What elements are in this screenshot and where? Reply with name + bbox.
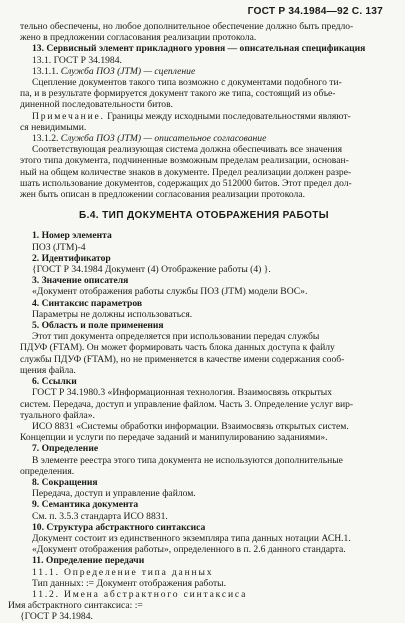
clause-title: Служба ПОЗ (JTM) — описательное согласование [60, 133, 267, 145]
subclause-11-1: 11.1. Определение типа данных [32, 566, 214, 578]
item-heading: 11. Определение передачи [32, 555, 145, 567]
item-heading: 4. Синтаксис параметров [32, 297, 143, 309]
text-line: па, и в результате формируется документ такого же типа, состоящий из объе- [20, 88, 336, 100]
text-line: В элементе реестра этого типа документа не используются дополнительные [32, 454, 343, 466]
item-heading: 10. Структура абстрактного синтаксиса [32, 521, 206, 533]
section-title-b4: Б.4. ТИП ДОКУМЕНТА ОТОБРАЖЕНИЯ РАБОТЫ [79, 210, 329, 222]
clause-number: 13.1.1. [32, 65, 61, 77]
text-line: Тип данных: := Документ отображения работы. [32, 577, 227, 589]
note-text: Границы между исходными последовательностями являют- [104, 110, 351, 122]
section-heading-13: 13. Сервисный элемент прикладного уровня — описательная спецификация [32, 43, 366, 55]
text-line: шать использование документов, содержащих до 512000 битов. Этот предел дол- [20, 177, 352, 189]
item-value: Передача, доступ и управление файлом. [32, 488, 196, 500]
item-heading: 1. Номер элемента [32, 230, 112, 242]
item-heading: 8. Сокращения [32, 476, 98, 488]
note-label: Примечание. [32, 110, 105, 122]
text-line: щения файла. [20, 364, 76, 376]
clause-number: 13.1.2. [32, 133, 61, 145]
item-heading: 2. Идентификатор [32, 252, 111, 264]
text-line: Этот тип документа определяется при использовании передач службы [32, 331, 320, 343]
text-line: «Документ отображения работы», определенного в п. 2.6 данного стандарта. [32, 544, 346, 556]
subclause-11-2: 11.2. Имена абстрактного синтаксиса [32, 588, 248, 600]
text-line: Сцепление документов такого типа возможно с документами подобного ти- [32, 77, 342, 89]
text-line: {ГОСТ Р 34.1984. [20, 611, 93, 623]
text-line: Соответствующая реализующая система должна обеспечивать все значения [32, 144, 343, 156]
clause-13-1: 13.1. ГОСТ Р 34.1984. [32, 54, 122, 66]
clause-13-1-2 [20, 133, 388, 144]
item-heading: 6. Ссылки [32, 376, 77, 388]
text-line: Документ состоит из единственного экземпляра типа данных нотации АСН.1. [32, 532, 351, 544]
text-line: тельно обеспечены, но любое дополнительное обеспечение должно быть предло- [20, 21, 354, 32]
text-line: ся невидимыми. [20, 121, 87, 133]
text-line: ПДУФ (FTAM). Он может формировать часть блока данных доступа к файлу [20, 342, 335, 354]
text-line: ИСО 8831 «Системы обработки информации. Взаимосвязь открытых систем. [32, 420, 349, 432]
clause-title: Служба ПОЗ (JTM) — сцепление [60, 65, 196, 77]
note [20, 111, 388, 122]
page-body [8, 21, 388, 623]
text-line: туального файла». [20, 409, 95, 421]
text-line: Концепции и услуги по передаче заданий и манипулированию заданиями». [20, 432, 328, 444]
text-line: Имя абстрактного синтаксиса: := [8, 600, 143, 612]
text-line: жен быть описан в предложении согласования реализации протокола. [20, 189, 305, 201]
text-line: службы ПДУФ (FTAM), но не применяется в качестве имени содержания сооб- [20, 353, 345, 365]
text-line: жено в предложении согласования реализации протокола. [20, 32, 257, 44]
item-heading: 3. Значение описателя [32, 275, 129, 287]
text-line: ный на общем количестве знаков в документе. Предел реализации должен разре- [20, 166, 352, 178]
running-header: ГОСТ Р 34.1984—92 С. 137 [247, 6, 383, 17]
item-value: Параметры не должны использоваться. [32, 308, 193, 320]
text-line: диненной последовательности битов. [20, 99, 174, 111]
item-heading: 5. Область и поле применения [32, 320, 164, 332]
item-value: {ГОСТ Р 34.1984 Документ (4) Отображение работы (4) }. [32, 264, 271, 276]
item-heading: 9. Семантика документа [32, 499, 139, 511]
item-value: «Документ отображения работы службы ПОЗ (JTM) модели ВОС». [32, 286, 308, 298]
text-line: систем. Передача, доступ и управление файлом. Часть 3. Определение услуг вир- [20, 398, 354, 410]
item-value: ПОЗ (JTM)-4 [32, 241, 86, 253]
item-value: См. п. 3.5.3 стандарта ИСО 8831. [32, 510, 168, 522]
text-line: ГОСТ Р 34.1980.3 «Информационная технология. Взаимосвязь открытых [32, 387, 333, 399]
text-line: этого типа документа, подчиненные возможным пределам реализации, основан- [20, 155, 349, 167]
text-line: определения. [20, 465, 75, 477]
clause-13-1-1 [20, 66, 388, 77]
item-heading: 7. Определение [32, 443, 99, 455]
